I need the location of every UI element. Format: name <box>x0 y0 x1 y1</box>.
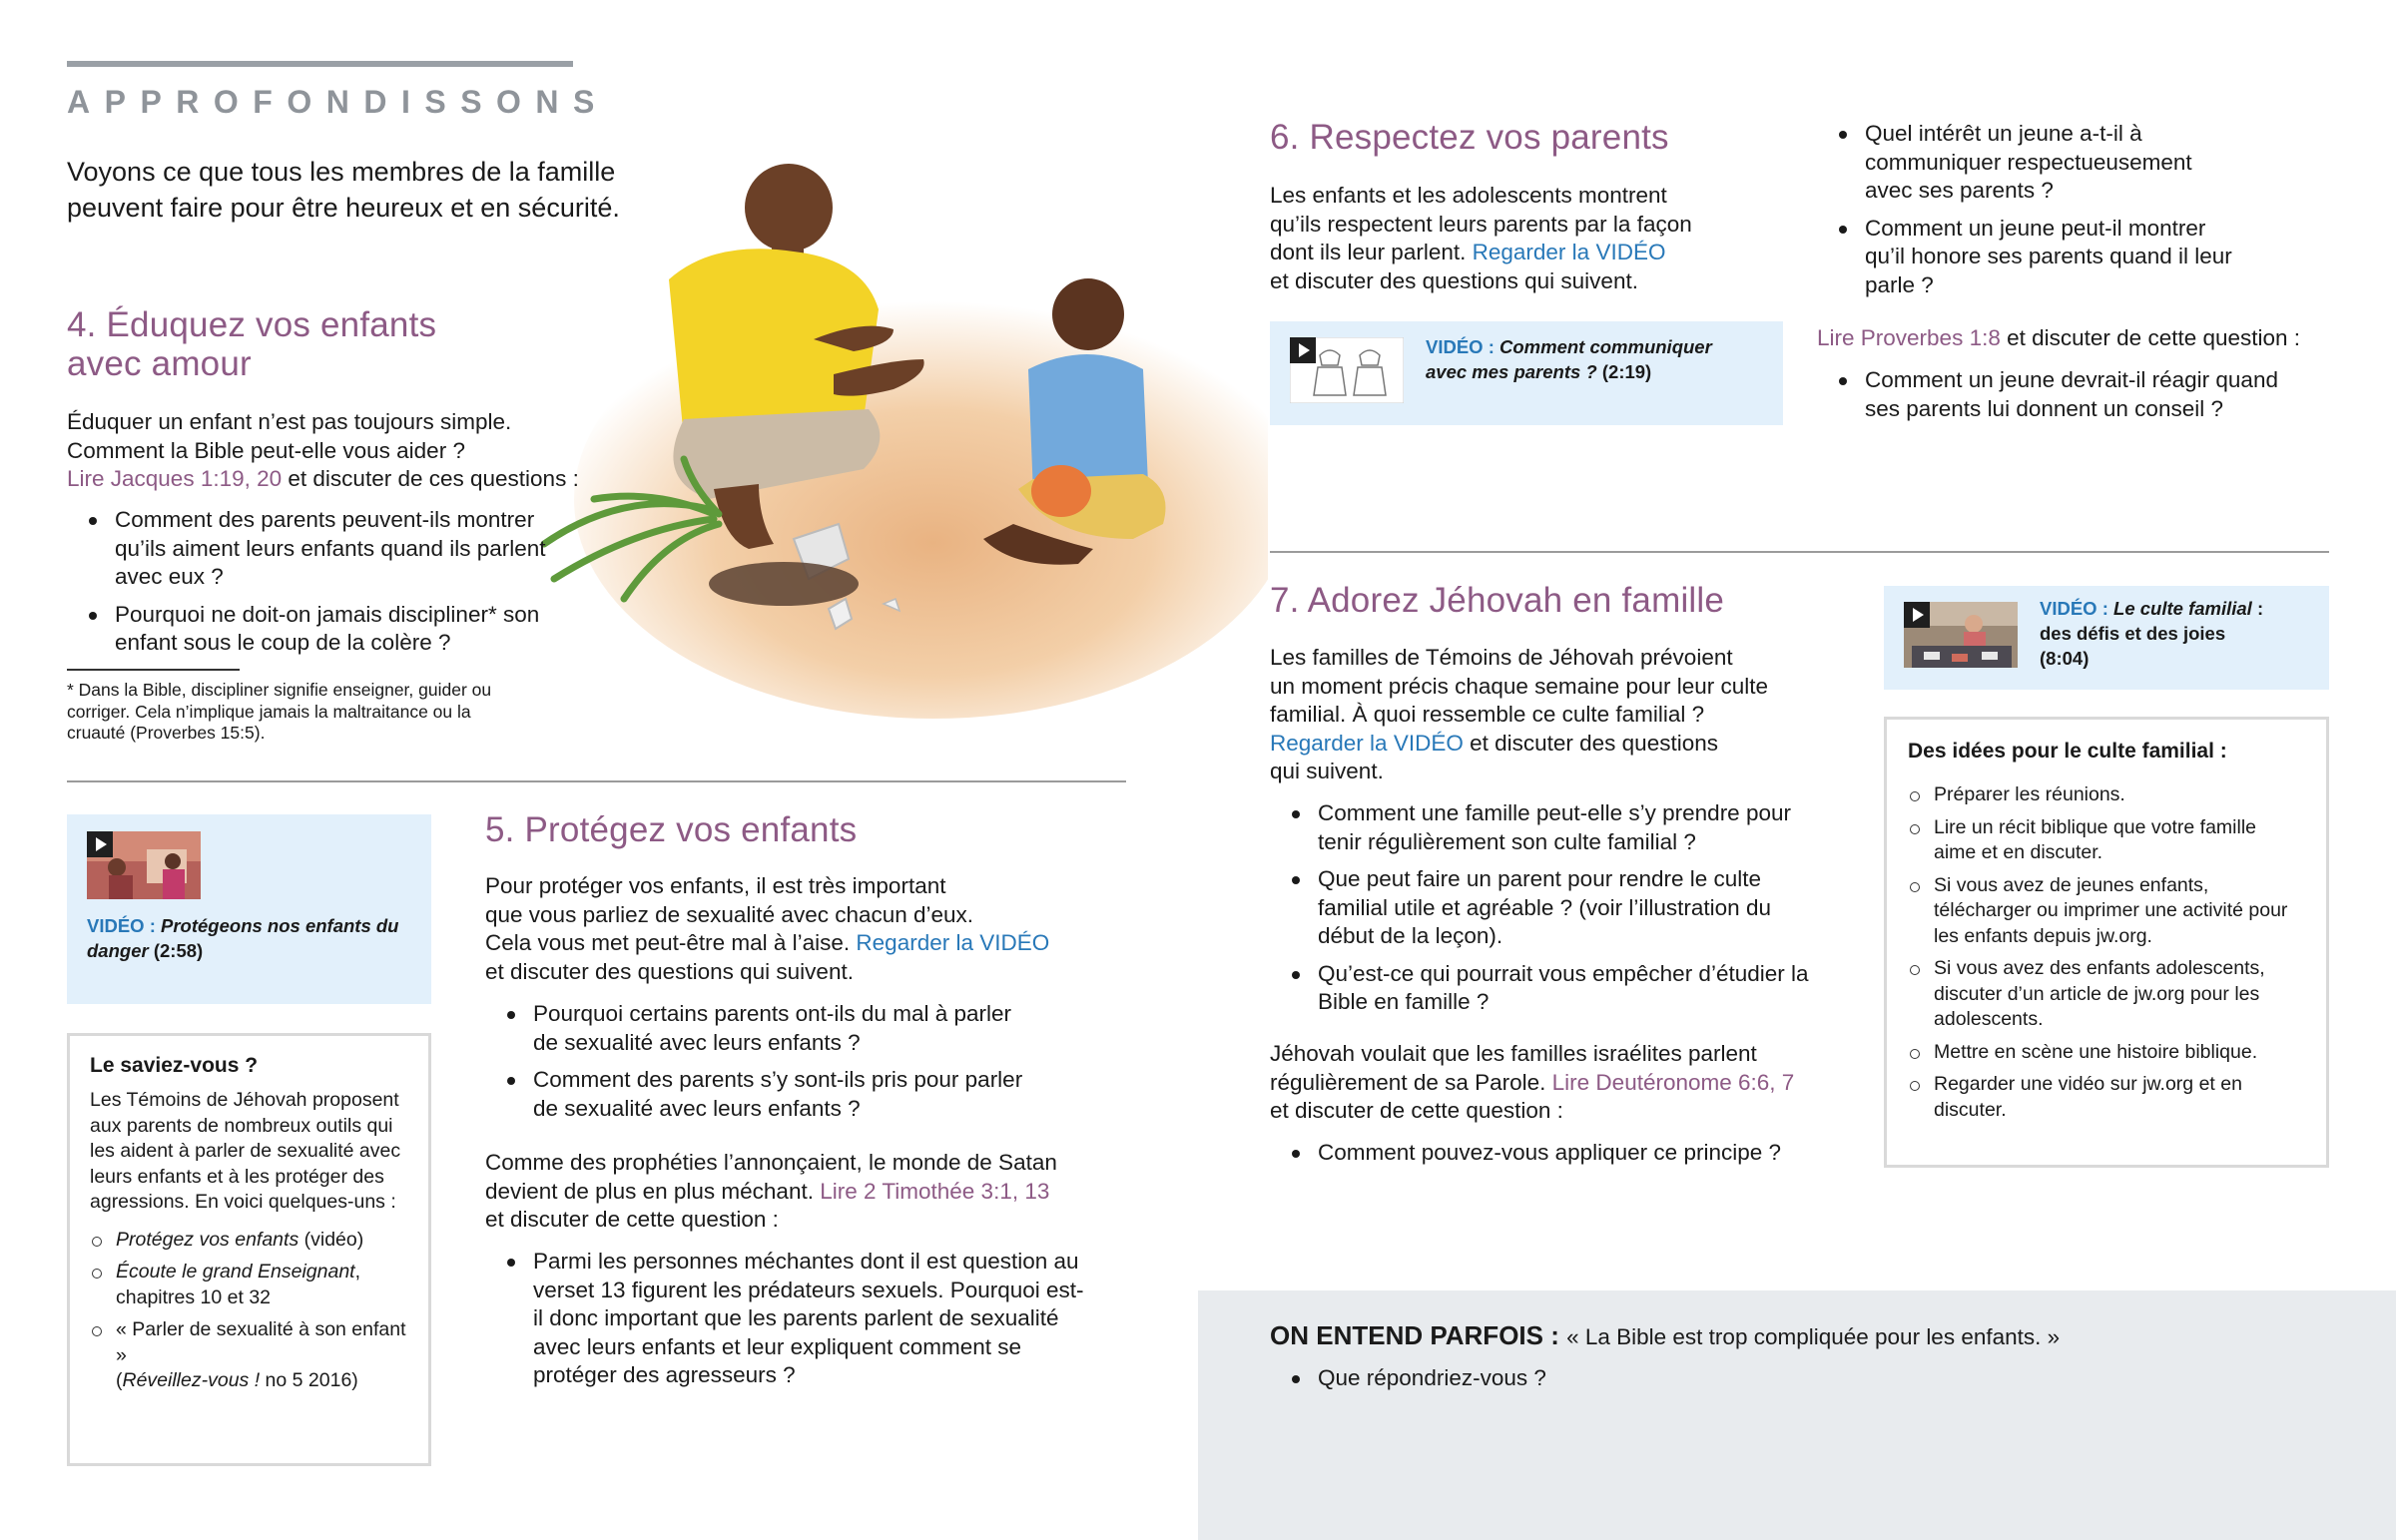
s7-paragraph-2: Jéhovah voulait que les familles israélites parlent régulièrement de sa Parole. Lire Deutéronome 6:6, 7 et discuter de cette question : <box>1270 1041 1795 1123</box>
list-item: Comment une famille peut-elle s’y prendre pour tenir régulièrement son culte familial ? <box>1270 799 1819 856</box>
family-worship-ideas-box <box>1884 717 2329 1168</box>
s7-title: 7. Adorez Jéhovah en famille <box>1270 581 1725 620</box>
play-icon[interactable] <box>1290 337 1316 363</box>
s6-read-line: Lire Proverbes 1:8 et discuter de cette question : <box>1817 325 2301 350</box>
family-illustration <box>534 140 1268 719</box>
did-you-know-list <box>90 1228 408 1394</box>
list-item: Pourquoi ne doit-on jamais discipliner* son enfant sous le coup de la colère ? <box>67 601 546 658</box>
s4-footnote: * Dans la Bible, discipliner signifie enseigner, guider ou corriger. Cela n’implique jamais la maltraitance ou la cruauté (Proverbes 15:5). <box>67 680 492 743</box>
s7-paragraph-1: Les familles de Témoins de Jéhovah prévoient un moment précis chaque semaine pour leur culte familial. À quoi ressemble ce culte familial ? Regarder la VIDÉO et discuter des questions qui suivent. <box>1270 645 1769 783</box>
left-divider <box>67 780 1126 782</box>
objection-panel <box>1198 1290 2396 1540</box>
list-item: Pourquoi certains parents ont-ils du mal à parler de sexualité avec leurs enfants ? <box>485 1000 1034 1057</box>
header-rule <box>67 61 573 67</box>
video-thumbnail[interactable] <box>87 831 201 899</box>
list-item: Comment un jeune peut-il montrer qu’il honore ses parents quand il leur parle ? <box>1817 215 2236 300</box>
s4-paragraph: Éduquer un enfant n’est pas toujours simple. Comment la Bible peut-elle vous aider ? Lire Jacques 1:19, 20 et discuter de ces questions : <box>67 409 579 491</box>
list-item: Lire un récit biblique que votre famille aime et en discuter. <box>1908 815 2302 866</box>
s7-video-caption: VIDÉO : Le culte familial : des défis et des joies (8:04) <box>2040 598 2264 669</box>
s6-paragraph: Les enfants et les adolescents montrent qu’ils respectent leurs parents par la façon dont ils leur parlent. Regarder la VIDÉO et discuter des questions qui suivent. <box>1270 183 1692 293</box>
list-item: Mettre en scène une histoire biblique. <box>1908 1040 2302 1066</box>
play-icon[interactable] <box>1904 602 1930 628</box>
video-thumbnail[interactable] <box>1904 602 2018 668</box>
objection-question-list <box>1270 1364 2069 1402</box>
s7-question-list-1 <box>1270 799 1819 1026</box>
did-you-know-text: Les Témoins de Jéhovah proposent aux parents de nombreux outils qui les aident à parler de sexualité avec leurs enfants et à les protéger des agressions. En voici quelques-uns : <box>90 1089 401 1213</box>
play-icon[interactable] <box>87 831 113 857</box>
s5-read-link[interactable]: Lire 2 Timothée 3:1, 13 <box>820 1178 1050 1204</box>
s7-question-list-2 <box>1270 1139 1819 1177</box>
list-item: Qu’est-ce qui pourrait vous empêcher d’étudier la Bible en famille ? <box>1270 960 1819 1017</box>
s5-title: 5. Protégez vos enfants <box>485 810 858 849</box>
list-item: Comment un jeune devrait-il réagir quand ses parents lui donnent un conseil ? <box>1817 366 2316 423</box>
section-label: APPROFONDISSONS <box>67 84 609 120</box>
intro-text: Voyons ce que tous les membres de la famille peuvent faire pour être heureux et en sécurité. <box>67 157 620 223</box>
s4-title: 4. Éduquez vos enfants avec amour <box>67 305 437 383</box>
right-divider <box>1270 551 2329 553</box>
s6-title: 6. Respectez vos parents <box>1270 118 1669 157</box>
video-thumbnail[interactable] <box>1290 337 1404 403</box>
list-item: Écoute le grand Enseignant, chapitres 10 et 32 <box>90 1260 408 1310</box>
s4-read-link[interactable]: Lire Jacques 1:19, 20 <box>67 466 283 491</box>
s5-paragraph-2: Comme des prophéties l’annonçaient, le monde de Satan devient de plus en plus méchant. Lire 2 Timothée 3:1, 13 et discuter de cette question : <box>485 1150 1057 1232</box>
s5-question-list-1 <box>485 1000 1034 1132</box>
s6-video-link[interactable]: Regarder la VIDÉO <box>1472 240 1666 264</box>
did-you-know-title: Le saviez-vous ? <box>90 1054 259 1077</box>
s7-read-link[interactable]: Lire Deutéronome 6:6, 7 <box>1551 1069 1795 1095</box>
list-item: Comment pouvez-vous appliquer ce principe ? <box>1270 1139 1819 1168</box>
footnote-rule <box>67 669 240 671</box>
list-item: Si vous avez des enfants adolescents, discuter d’un article de jw.org pour les adolescents. <box>1908 956 2302 1033</box>
s4-question-list <box>67 506 546 667</box>
s6-video-caption: VIDÉO : Comment communiquer avec mes parents ? (2:19) <box>1426 336 1712 382</box>
list-item: « Parler de sexualité à son enfant » (Réveillez-vous ! no 5 2016) <box>90 1317 408 1394</box>
s5-paragraph-1: Pour protéger vos enfants, il est très important que vous parliez de sexualité avec chacun d’eux. Cela vous met peut-être mal à l’aise. Regarder la VIDÉO et discuter des questions qui suivent. <box>485 873 1050 984</box>
s6-question-list-2 <box>1817 366 2316 432</box>
s5-video-link[interactable]: Regarder la VIDÉO <box>856 930 1050 955</box>
s6-video-box[interactable] <box>1270 321 1783 425</box>
s5-question-list-2 <box>485 1248 1084 1399</box>
s6-read-link[interactable]: Lire Proverbes 1:8 <box>1817 325 2001 350</box>
s5-video-box[interactable] <box>67 814 431 1004</box>
list-item: Si vous avez de jeunes enfants, télécharger ou imprimer une activité pour les enfants depuis jw.org. <box>1908 873 2302 950</box>
list-item: Comment des parents peuvent-ils montrer qu’ils aiment leurs enfants quand ils parlent avec eux ? <box>67 506 546 592</box>
s6-question-list-1 <box>1817 120 2236 308</box>
ideas-list <box>1908 782 2302 1123</box>
list-item: Regarder une vidéo sur jw.org et en discuter. <box>1908 1072 2302 1123</box>
ideas-title: Des idées pour le culte familial : <box>1908 740 2227 763</box>
list-item: Protégez vos enfants (vidéo) <box>90 1228 408 1254</box>
list-item: Que répondriez-vous ? <box>1270 1364 2069 1393</box>
list-item: Comment des parents s’y sont-ils pris pour parler de sexualité avec leurs enfants ? <box>485 1066 1034 1123</box>
list-item: Que peut faire un parent pour rendre le culte familial utile et agréable ? (voir l’illustration du début de la leçon). <box>1270 865 1819 951</box>
list-item: Préparer les réunions. <box>1908 782 2302 808</box>
did-you-know-box <box>67 1033 431 1466</box>
s7-video-box[interactable] <box>1884 586 2329 690</box>
list-item: Quel intérêt un jeune a-t-il à communiquer respectueusement avec ses parents ? <box>1817 120 2236 206</box>
list-item: Parmi les personnes méchantes dont il est question au verset 13 figurent les prédateurs sexuels. Pourquoi est-il donc important que les parents parlent de sexualité avec leurs enfants et leur expliquent comment se protéger des agresseurs ? <box>485 1248 1084 1390</box>
objection-text: ON ENTEND PARFOIS : « La Bible est trop compliquée pour les enfants. » <box>1270 1320 2061 1350</box>
s7-video-link[interactable]: Regarder la VIDÉO <box>1270 730 1464 756</box>
s5-video-caption: VIDÉO : Protégeons nos enfants du danger (2:58) <box>87 915 399 961</box>
